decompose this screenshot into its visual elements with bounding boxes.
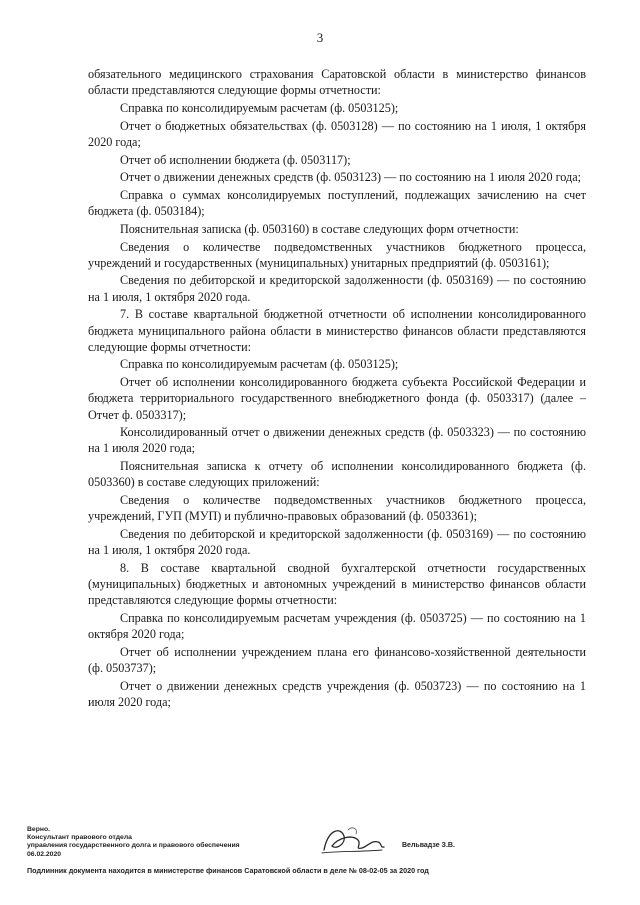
certifier-position-line1: Консультант правового отдела [27, 834, 132, 842]
paragraph: Отчет о бюджетных обязательствах (ф. 0503128) — по состоянию на 1 июля, 1 октября 2020 года; [88, 118, 586, 149]
paragraph: Справка по консолидируемым расчетам (ф. 0503125); [120, 100, 399, 115]
paragraph: Консолидированный отчет о движении денежных средств (ф. 0503323) — по состоянию на 1 июля 2020 года; [88, 425, 586, 456]
paragraph: Справка по консолидируемым расчетам учреждения (ф. 0503725) — по состоянию на 1 октября 2020 года; [88, 611, 586, 642]
paragraph: Отчет об исполнении учреждением плана его финансово-хозяйственной деятельности (ф. 0503737); [88, 644, 586, 676]
paragraph: Пояснительная записка к отчету об исполнении консолидированного бюджета (ф. 0503360) в составе следующих приложений: [88, 459, 586, 490]
paragraph: 7. В составе квартальной бюджетной отчетности об исполнении консолидированного бюджета муниципального района области в министерство финансов области представляются следующие формы отчетности: [88, 307, 586, 354]
paragraph: Пояснительная записка (ф. 0503160) в составе следующих форм отчетности: [120, 221, 519, 236]
paragraph: Справка о суммах консолидируемых поступлений, подлежащих зачислению на счет бюджета (ф. 0503184); [88, 187, 586, 219]
certification-verno: Верно. [27, 826, 50, 833]
signer-name: Вельвадзе З.В. [402, 842, 455, 849]
paragraph: Справка по консолидируемым расчетам (ф. 0503125); [120, 357, 399, 372]
paragraph: Отчет об исполнении бюджета (ф. 0503117); [120, 152, 351, 167]
certification-date: 06.02.2020 [27, 850, 62, 858]
handwritten-signature [318, 820, 388, 860]
paragraph: Отчет о движении денежных средств учреждения (ф. 0503723) — по состоянию на 1 июля 2020 года; [88, 678, 586, 710]
paragraph: Сведения о количестве подведомственных участников бюджетного процесса, учреждений и государственных (муниципальных) унитарных предприятий (ф. 0503161); [88, 239, 586, 270]
paragraph: обязательного медицинского страхования Саратовской области в министерство финансов области представляются следующие формы отчетности: [88, 67, 586, 98]
page-number: 3 [316, 30, 324, 45]
paragraph: Сведения по дебиторской и кредиторской задолженности (ф. 0503169) — по состоянию на 1 июля, 1 октября 2020 года. [88, 526, 586, 558]
paragraph: Отчет о движении денежных средств (ф. 0503123) — по состоянию на 1 июля 2020 года; [120, 170, 582, 185]
paragraph: Отчет об исполнении консолидированного бюджета субъекта Российской Федерации и бюджета территориального государственного внебюджетного фонда (ф. 0503317) (далее – Отчет ф. 0503317); [88, 375, 586, 422]
paragraph: Сведения по дебиторской и кредиторской задолженности (ф. 0503169) — по состоянию на 1 июля, 1 октября 2020 года. [88, 273, 586, 304]
certification-block [27, 826, 267, 859]
document-body [88, 66, 586, 712]
certifier-position-line2: управления государственного долга и правового обеспечения [27, 842, 240, 850]
paragraph: Сведения о количестве подведомственных участников бюджетного процесса, учреждений, ГУП (МУП) и публично-правовых образований (ф. 0503361); [88, 493, 586, 524]
paragraph: 8. В составе квартальной сводной бухгалтерской отчетности государственных (муниципальных) бюджетных и автономных учреждений в министерство финансов области представляются следующие формы отчетности: [88, 560, 586, 608]
original-location-note: Подлинник документа находится в министерстве финансов Саратовской области в деле № 08-02-05 за 2020 год [27, 866, 429, 875]
